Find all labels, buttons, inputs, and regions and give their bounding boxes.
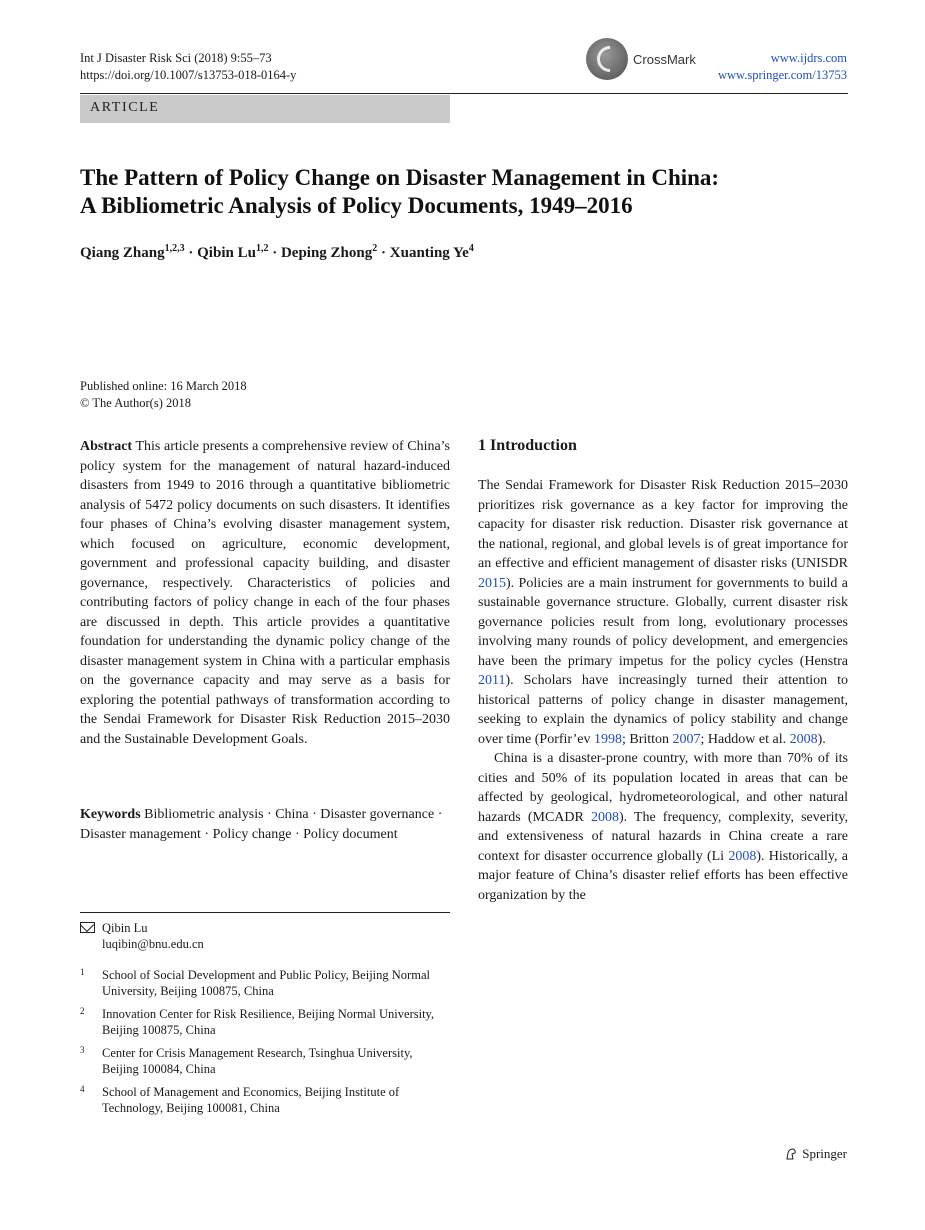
crossmark-icon: [586, 38, 628, 80]
affiliation-4: [80, 1084, 450, 1118]
doi-link[interactable]: https://doi.org/10.1007/s13753-018-0164-y: [80, 68, 297, 82]
header-rule: [80, 93, 848, 94]
paragraph-text: ).: [817, 731, 826, 747]
author-list: [80, 243, 474, 262]
envelope-icon: [80, 922, 95, 933]
author-name[interactable]: Qibin Lu: [197, 245, 256, 261]
citation-link[interactable]: 2008: [728, 848, 757, 864]
author-separator: ·: [184, 245, 198, 261]
introduction-paragraph-1: [478, 476, 848, 749]
paragraph-text: ). Scholars have increasingly turned their attention to historical patterns of policy change in disaster management, seeking to explain the dynamics of policy stability and change over time (Porfir’ev: [478, 673, 848, 747]
introduction-paragraph-2: [478, 749, 848, 905]
author-name[interactable]: Qiang Zhang: [80, 245, 165, 261]
keywords: [80, 805, 450, 844]
footnote-rule: [80, 912, 450, 913]
author-separator: ·: [268, 245, 281, 261]
journal-links: [718, 50, 847, 84]
citation-link[interactable]: 2008: [789, 731, 818, 747]
affiliation-number: 2: [80, 1006, 85, 1016]
author-affiliation-marker: 2: [372, 243, 378, 254]
springer-journal-link[interactable]: www.springer.com/13753: [717, 68, 847, 82]
correspondence-text: [102, 920, 204, 952]
author-name[interactable]: Xuanting Ye: [389, 245, 469, 261]
crossmark-label: CrossMark: [633, 52, 696, 67]
keywords-label: Keywords: [80, 807, 141, 822]
section-heading-introduction: 1 Introduction: [478, 437, 577, 454]
affiliation-3: [80, 1045, 450, 1079]
correspondence: [80, 920, 450, 954]
ijdrs-link[interactable]: www.ijdrs.com: [770, 51, 847, 65]
author-separator: ·: [377, 245, 390, 261]
author-name[interactable]: Deping Zhong: [280, 245, 373, 261]
paragraph-text: ). Policies are a main instrument for governments to build a sustainable governance structure. Globally, current disaster risk governance policies result from long, evolutionary processes involving many rounds of policy development, and emergencies have been the primary impetus for the policy cycles (Henstra: [478, 575, 848, 669]
affiliation-1: [80, 967, 450, 1001]
springer-horse-icon: [784, 1147, 798, 1161]
introduction-body: [478, 476, 848, 905]
paragraph-text: ; Britton: [621, 731, 673, 747]
correspondence-email[interactable]: luqibin@bnu.edu.cn: [102, 937, 204, 951]
correspondence-name: Qibin Lu: [102, 921, 148, 935]
author-affiliation-marker: 1,2,3: [164, 243, 185, 254]
author-affiliation-marker: 4: [468, 243, 474, 254]
abstract-text: This article presents a comprehensive review of China’s policy system for the management of natural hazard-induced disasters from 1949 to 2016 through a quantitative bibliometric analysis of 5472 policy documents on such disasters. It identifies four phases of China’s evolving disaster management system, which focused on agriculture, economic development, government and professional capacity building, and disaster governance, respectively. Characteristics of policies and contributing factors of policy change in each of the four phases are discussed in depth. This article provides a quantitative foundation for understanding the dynamic policy change of the disaster management system in China with a particular emphasis on the governance capacity and may serve as a basis for exploring the potential pathways of transformation according to the Sendai Framework for Disaster Risk Reduction 2015–2030 and the Sustainable Development Goals.: [80, 439, 451, 747]
citation-link[interactable]: 2007: [672, 731, 701, 747]
keywords-text: Bibliometric analysis · China · Disaster governance · Disaster management · Policy change · Policy document: [80, 807, 443, 842]
paragraph-text: The Sendai Framework for Disaster Risk Reduction 2015–2030 prioritizes risk governance as a key factor for improving the capacity for disaster risk reduction. Disaster risk governance at the national, regional, and global levels is of great importance for an effective and efficient management of disaster risks (UNISDR: [478, 478, 848, 571]
journal-citation: Int J Disaster Risk Sci (2018) 9:55–73: [80, 51, 272, 65]
paper-title: [80, 164, 860, 220]
affiliation-text: Innovation Center for Risk Resilience, Beijing Normal University, Beijing 100875, China: [102, 1007, 435, 1037]
abstract: [80, 437, 450, 749]
springer-label: Springer: [802, 1146, 847, 1161]
affiliation-number: 1: [80, 967, 85, 977]
published-date: Published online: 16 March 2018: [80, 379, 247, 393]
affiliation-2: [80, 1006, 450, 1040]
abstract-label: Abstract: [80, 439, 133, 454]
affiliation-text: School of Management and Economics, Beijing Institute of Technology, Beijing 100081, China: [102, 1085, 400, 1115]
springer-footer: [784, 1146, 847, 1162]
affiliation-text: Center for Crisis Management Research, Tsinghua University, Beijing 100084, China: [102, 1046, 413, 1076]
paragraph-text: ). Historically, a major feature of China’s disaster relief efforts has been effective organization by the: [478, 848, 848, 903]
article-type-label: ARTICLE: [90, 100, 160, 115]
affiliation-number: 4: [80, 1084, 85, 1094]
citation-link[interactable]: 2015: [478, 575, 506, 591]
title-line-2: A Bibliometric Analysis of Policy Documents, 1949–2016: [80, 193, 633, 218]
paragraph-text: ). The frequency, complexity, severity, and extensiveness of natural hazards in China create a rare context for disaster occurrence globally (Li: [478, 809, 848, 864]
crossmark-badge[interactable]: [586, 38, 716, 82]
paragraph-text: China is a disaster-prone country, with more than 70% of its cities and 50% of its population located in areas that can be affected by geological, hydrometeorological, and other natural hazards (MCADR: [478, 751, 848, 825]
citation-link[interactable]: 2008: [590, 809, 619, 825]
affiliation-number: 3: [80, 1045, 85, 1055]
paragraph-text: ; Haddow et al.: [700, 731, 790, 747]
citation-link[interactable]: 1998: [593, 731, 622, 747]
title-line-1: The Pattern of Policy Change on Disaster Management in China:: [80, 165, 720, 190]
copyright-notice: © The Author(s) 2018: [80, 395, 191, 410]
affiliation-text: School of Social Development and Public Policy, Beijing Normal University, Beijing 100875, China: [102, 968, 430, 998]
publication-info: [80, 378, 247, 411]
citation-link[interactable]: 2011: [478, 673, 506, 688]
journal-header: [80, 50, 296, 84]
author-affiliation-marker: 1,2: [255, 243, 269, 254]
